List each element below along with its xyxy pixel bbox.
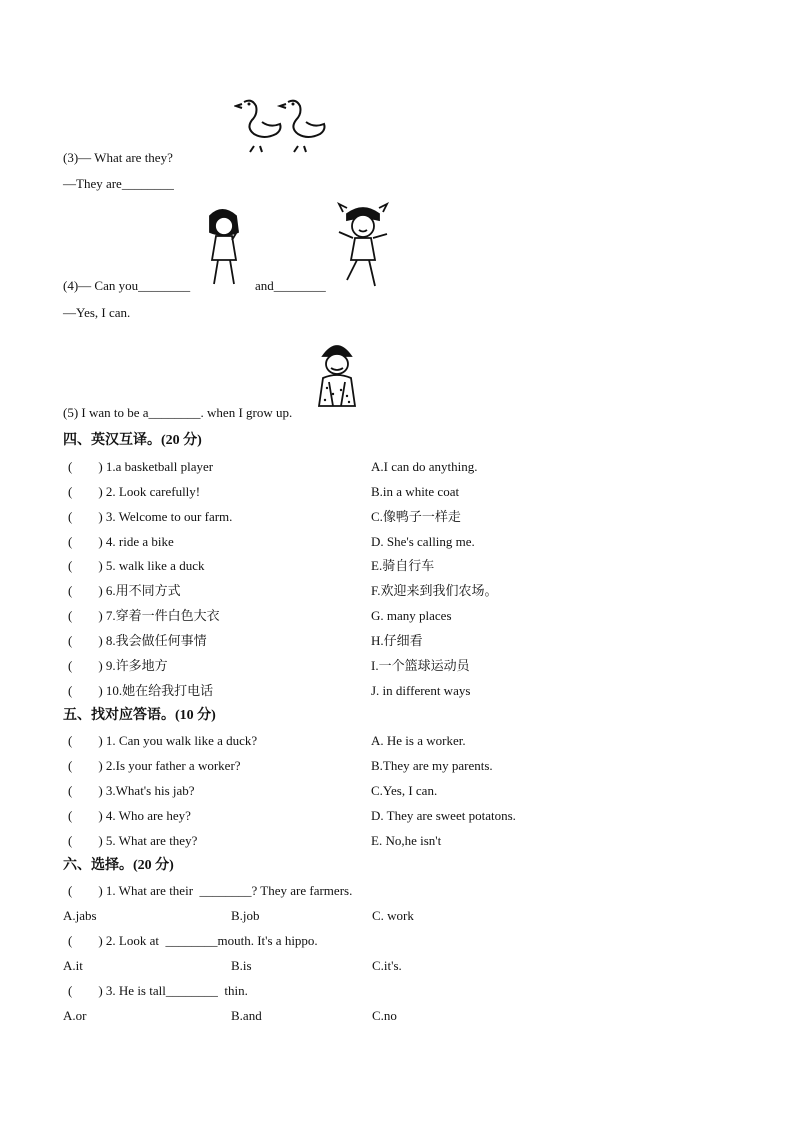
choice-option-a: A.it bbox=[63, 958, 83, 973]
match-left-item: ( ) 2. Look carefully! bbox=[68, 484, 201, 499]
match-right-item: J. in different ways bbox=[371, 683, 471, 698]
choice-question: ( ) 1. What are their ________? They are farmers. bbox=[68, 883, 353, 898]
match-right-item: B.in a white coat bbox=[371, 484, 460, 499]
match-right-item: A.I can do anything. bbox=[371, 459, 478, 474]
match-right-item: H.仔细看 bbox=[371, 633, 423, 648]
match-left-item: ( ) 8.我会做任何事情 bbox=[68, 633, 207, 648]
response-left-item: ( ) 1. Can you walk like a duck? bbox=[68, 733, 258, 748]
choice-question: ( ) 3. He is tall________ thin. bbox=[68, 983, 248, 998]
match-left-item: ( ) 4. ride a bike bbox=[68, 534, 174, 549]
question-5: (5) I wan to be a________. when I grow up. bbox=[63, 405, 293, 420]
response-left-item: ( ) 4. Who are hey? bbox=[68, 808, 191, 823]
question-4-and: and________ bbox=[255, 278, 326, 293]
response-right-item: B.They are my parents. bbox=[371, 758, 493, 773]
choice-option-c: C.no bbox=[372, 1008, 397, 1023]
match-left-item: ( ) 5. walk like a duck bbox=[68, 558, 205, 573]
question-3: (3)— What are they? bbox=[63, 150, 173, 165]
response-left-item: ( ) 2.Is your father a worker? bbox=[68, 758, 241, 773]
match-right-item: D. She's calling me. bbox=[371, 534, 475, 549]
match-right-item: C.像鸭子一样走 bbox=[371, 509, 461, 524]
response-left-item: ( ) 3.What's his jab? bbox=[68, 783, 195, 798]
soldier-icon bbox=[315, 338, 359, 408]
response-right-item: D. They are sweet potatons. bbox=[371, 808, 516, 823]
choice-question: ( ) 2. Look at ________mouth. It's a hippo. bbox=[68, 933, 318, 948]
match-left-item: ( ) 6.用不同方式 bbox=[68, 583, 181, 598]
girl-dancing-icon bbox=[333, 200, 395, 290]
match-left-item: ( ) 9.许多地方 bbox=[68, 658, 168, 673]
match-left-item: ( ) 7.穿着一件白色大衣 bbox=[68, 608, 220, 623]
answer-4: —Yes, I can. bbox=[63, 305, 131, 320]
response-right-item: C.Yes, I can. bbox=[371, 783, 438, 798]
choice-option-b: B.is bbox=[231, 958, 252, 973]
choice-option-a: A.jabs bbox=[63, 908, 97, 923]
two-geese-icon bbox=[234, 96, 330, 156]
section-5-heading: 五、找对应答语。(10 分) bbox=[63, 708, 216, 723]
choice-option-b: B.job bbox=[231, 908, 260, 923]
match-left-item: ( ) 10.她在给我打电话 bbox=[68, 683, 214, 698]
match-right-item: G. many places bbox=[371, 608, 452, 623]
choice-option-c: C.it's. bbox=[372, 958, 402, 973]
choice-option-c: C. work bbox=[372, 908, 414, 923]
question-4: (4)— Can you________ bbox=[63, 278, 191, 293]
choice-option-a: A.or bbox=[63, 1008, 87, 1023]
match-right-item: F.欢迎来到我们农场。 bbox=[371, 583, 498, 598]
match-left-item: ( ) 3. Welcome to our farm. bbox=[68, 509, 233, 524]
section-6-heading: 六、选择。(20 分) bbox=[63, 858, 174, 873]
response-right-item: E. No,he isn't bbox=[371, 833, 442, 848]
match-left-item: ( ) 1.a basketball player bbox=[68, 459, 214, 474]
answer-3: —They are________ bbox=[63, 176, 174, 191]
girl-eating-icon bbox=[200, 206, 248, 288]
match-right-item: I.一个篮球运动员 bbox=[371, 658, 470, 673]
section-4-heading: 四、英汉互译。(20 分) bbox=[63, 433, 202, 448]
response-left-item: ( ) 5. What are they? bbox=[68, 833, 198, 848]
choice-option-b: B.and bbox=[231, 1008, 262, 1023]
match-right-item: E.骑自行车 bbox=[371, 558, 435, 573]
response-right-item: A. He is a worker. bbox=[371, 733, 466, 748]
